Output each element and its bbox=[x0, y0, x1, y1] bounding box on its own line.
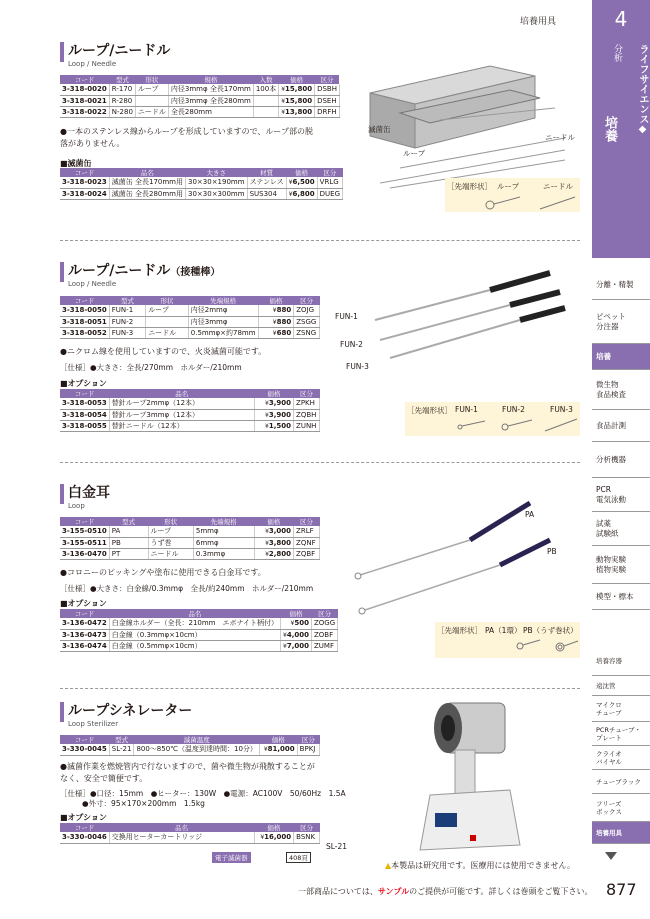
table-cell: ZUNH bbox=[294, 420, 320, 431]
column-header: コード bbox=[60, 296, 109, 305]
section3-title: 白金耳 bbox=[68, 485, 110, 501]
can-label: 滅菌缶 bbox=[368, 125, 391, 134]
table-cell: ¥7,000 bbox=[281, 640, 312, 651]
table-row bbox=[60, 95, 339, 106]
table-cell: FUN-1 bbox=[109, 305, 145, 316]
column-header: 形状 bbox=[146, 296, 189, 305]
table-cell: 3-330-0045 bbox=[60, 744, 109, 755]
divider bbox=[60, 240, 580, 241]
table-cell: ¥2,800 bbox=[254, 548, 294, 559]
fun2-label: FUN-2 bbox=[340, 340, 363, 349]
section2-table bbox=[60, 296, 320, 339]
table-row bbox=[60, 744, 320, 755]
table-row bbox=[60, 84, 339, 95]
table-cell: 3-318-0050 bbox=[60, 305, 109, 316]
table-cell: PT bbox=[109, 548, 148, 559]
tip-fun1-label: FUN-1 bbox=[455, 405, 478, 414]
table-cell: 0.5mmφ×約78mm bbox=[188, 327, 258, 338]
section4-option-head: ■オプション bbox=[60, 813, 107, 822]
section1-can-head: ■滅菌缶 bbox=[60, 159, 92, 168]
table-cell: ¥500 bbox=[281, 618, 312, 629]
section4-table bbox=[60, 735, 320, 756]
column-header: 規格 bbox=[168, 75, 253, 84]
table-row bbox=[60, 409, 320, 420]
column-header: コード bbox=[60, 75, 109, 84]
sidebar-item[interactable]: 食品計測 bbox=[592, 410, 650, 442]
table-cell: R-280 bbox=[109, 95, 135, 106]
table-cell: うず巻 bbox=[148, 537, 193, 548]
table-cell: ZSGG bbox=[294, 316, 320, 327]
column-header: 価格 bbox=[281, 609, 312, 618]
table-cell: 3-136-0473 bbox=[60, 629, 109, 640]
column-header: 型式 bbox=[109, 517, 148, 526]
table-row bbox=[60, 537, 320, 548]
table-row bbox=[60, 398, 320, 409]
section3-spec: ［仕様］●大きさ：白金線/0.3mmφ 全長/約240mm ホルダー/210mm bbox=[60, 584, 314, 593]
table-row bbox=[60, 526, 320, 537]
section2-option-head: ■オプション bbox=[60, 379, 107, 388]
table-cell: 5mmφ bbox=[193, 526, 254, 537]
table-cell: 3-136-0470 bbox=[60, 548, 109, 559]
table-cell: 3-330-0046 bbox=[60, 832, 109, 843]
section1-title: ループ/ニードル bbox=[68, 43, 171, 59]
column-header: 形状 bbox=[148, 517, 193, 526]
sidebar-item[interactable]: チューブラック bbox=[592, 770, 650, 794]
table-cell: 6mmφ bbox=[193, 537, 254, 548]
table-row bbox=[60, 832, 320, 843]
column-header: 区分 bbox=[294, 296, 320, 305]
sidebar-item[interactable]: PCRチューブ・ プレート bbox=[592, 722, 650, 746]
table-cell: FUN-3 bbox=[109, 327, 145, 338]
table-cell: DUEG bbox=[317, 188, 342, 199]
table-cell: DSEH bbox=[315, 95, 340, 106]
column-header: 価格 bbox=[254, 389, 293, 398]
sidebar-item[interactable]: 培養用具 bbox=[592, 822, 650, 844]
table-cell: ¥680 bbox=[258, 327, 294, 338]
table-row bbox=[60, 177, 343, 188]
section3-option-head: ■オプション bbox=[60, 599, 107, 608]
column-header: 先端規格 bbox=[188, 296, 258, 305]
divider bbox=[60, 462, 580, 463]
table-cell: 3-318-0023 bbox=[60, 177, 109, 188]
column-header: コード bbox=[60, 168, 109, 177]
table-cell: ¥1,500 bbox=[254, 420, 293, 431]
table-cell: SUS304 bbox=[247, 188, 286, 199]
section1-table bbox=[60, 75, 340, 118]
table-cell: 3-318-0055 bbox=[60, 420, 109, 431]
related-product-tag[interactable]: 電子滅菌器 bbox=[212, 852, 251, 863]
table-row bbox=[60, 316, 320, 327]
table-cell: ¥6,500 bbox=[286, 177, 317, 188]
table-row bbox=[60, 548, 320, 559]
sidebar-item[interactable]: フリーズ ボックス bbox=[592, 794, 650, 822]
table-cell: ZPKH bbox=[294, 398, 320, 409]
pa-label: PA bbox=[525, 510, 535, 519]
table-cell: 30×30×300mm bbox=[186, 188, 248, 199]
column-header: 滅菌温度 bbox=[134, 735, 260, 744]
sidebar-item[interactable]: 試薬 試験紙 bbox=[592, 512, 650, 546]
table-cell: 白金線ホルダー（全長：210mm エボナイト柄付） bbox=[109, 618, 280, 629]
section4-title: ループシネレーター bbox=[68, 703, 193, 719]
table-cell: 3-318-0052 bbox=[60, 327, 109, 338]
column-header: 材質 bbox=[247, 168, 286, 177]
table-cell: ¥81,000 bbox=[259, 744, 297, 755]
table-row bbox=[60, 629, 338, 640]
table-cell: 3-136-0472 bbox=[60, 618, 109, 629]
related-product-page[interactable]: 408頁 bbox=[286, 852, 311, 863]
column-header: 価格 bbox=[259, 735, 297, 744]
table-cell bbox=[146, 316, 189, 327]
section-marker bbox=[60, 262, 64, 282]
table-cell: 替針ループ2mmφ（12本） bbox=[109, 398, 254, 409]
column-header: 区分 bbox=[294, 823, 320, 832]
tip-loop-label: ループ bbox=[497, 182, 520, 191]
table-cell: ¥3,000 bbox=[254, 526, 294, 537]
sidebar-item[interactable]: ピペット 分注器 bbox=[592, 300, 650, 344]
table-cell: ZQNF bbox=[294, 537, 320, 548]
tip-pb-label: PB（うず巻状） bbox=[523, 626, 578, 635]
column-header: 価格 bbox=[279, 75, 315, 84]
table-cell: 白金線（0.3mmφ×10cm） bbox=[109, 629, 280, 640]
platinum-loop-photo bbox=[350, 495, 580, 620]
table-row bbox=[60, 618, 338, 629]
column-header: 区分 bbox=[294, 389, 320, 398]
column-header: 品名 bbox=[109, 823, 254, 832]
table-row bbox=[60, 188, 343, 199]
section3-table bbox=[60, 517, 320, 560]
tip-head: ［先端形状］ bbox=[407, 406, 452, 415]
table-cell: ステンレス bbox=[247, 177, 286, 188]
section1-can-table bbox=[60, 168, 343, 200]
column-header: コード bbox=[60, 823, 109, 832]
section4-note: ●滅菌作業を燃焼管内で行ないますので、菌や微生物が飛散することがなく、安全で簡便です。 bbox=[60, 762, 315, 783]
table-cell bbox=[135, 95, 168, 106]
table-cell: ZOBF bbox=[312, 629, 338, 640]
table-cell: 3-318-0021 bbox=[60, 95, 109, 106]
tip-fun2-label: FUN-2 bbox=[502, 405, 525, 414]
sidebar-item[interactable]: 動物実験 植物実験 bbox=[592, 546, 650, 584]
caution-note: ▲本製品は研究用です。医療用には使用できません。 bbox=[385, 861, 575, 870]
table-cell: ¥6,800 bbox=[286, 188, 317, 199]
column-header: 型式 bbox=[109, 75, 135, 84]
table-cell: 内径3mmφ bbox=[188, 316, 258, 327]
section2-spec: ［仕様］●大きさ：全長/270mm ホルダー/210mm bbox=[60, 363, 242, 372]
page-number: 877 bbox=[606, 880, 637, 899]
table-cell: PA bbox=[109, 526, 148, 537]
chapter-tab-line1: ライフサイエンス◆ bbox=[637, 44, 648, 135]
column-header: 区分 bbox=[297, 735, 319, 744]
loop-sterilizer-photo bbox=[390, 695, 540, 855]
column-header: コード bbox=[60, 517, 109, 526]
table-cell: 白金線（0.5mmφ×10cm） bbox=[109, 640, 280, 651]
tip-shapes-2 bbox=[450, 415, 580, 435]
column-header: 価格 bbox=[254, 517, 294, 526]
section2-subtitle: Loop / Needle bbox=[68, 280, 117, 288]
section3-note: ●コロニーのピッキングや塗布に使用できる白金耳です。 bbox=[60, 568, 266, 577]
sidebar-item[interactable]: マイクロ チューブ bbox=[592, 696, 650, 722]
table-cell: ZSNG bbox=[294, 327, 320, 338]
table-cell: 替針ニードル（12本） bbox=[109, 420, 254, 431]
column-header: 品名 bbox=[109, 609, 280, 618]
section4-option-table bbox=[60, 823, 320, 844]
pb-label: PB bbox=[547, 547, 557, 556]
tip-shapes-1 bbox=[480, 195, 580, 213]
sidebar-item[interactable]: クライオ バイヤル bbox=[592, 746, 650, 770]
table-cell: 3-318-0020 bbox=[60, 84, 109, 95]
sidebar-item[interactable]: 模型・標本 bbox=[592, 584, 650, 610]
scroll-down-icon[interactable] bbox=[605, 852, 617, 860]
table-cell: ループ bbox=[146, 305, 189, 316]
table-row bbox=[60, 420, 320, 431]
section4-spec1: ［仕様］●口径：15mm ●ヒーター：130W ●電源：AC100V 50/60Hz 1.5A bbox=[60, 789, 346, 798]
table-cell: ZOGG bbox=[312, 618, 338, 629]
table-cell: ニードル bbox=[135, 106, 168, 117]
table-cell: ¥16,000 bbox=[254, 832, 294, 843]
sidebar-item[interactable]: 培養容器 bbox=[592, 646, 650, 676]
section3-option-table bbox=[60, 609, 338, 652]
column-header: 価格 bbox=[286, 168, 317, 177]
table-cell: ループ bbox=[135, 84, 168, 95]
table-cell: ¥3,900 bbox=[254, 398, 293, 409]
column-header: 品名 bbox=[109, 168, 185, 177]
column-header: コード bbox=[60, 609, 109, 618]
table-cell: ZQBF bbox=[294, 548, 320, 559]
column-header: 価格 bbox=[258, 296, 294, 305]
table-cell: DSBH bbox=[315, 84, 340, 95]
sidebar-item[interactable]: 分離・精製 bbox=[592, 270, 650, 300]
tip-pa-label: PA（1環） bbox=[485, 626, 522, 635]
column-header: 区分 bbox=[294, 517, 320, 526]
table-cell: 3-155-0511 bbox=[60, 537, 109, 548]
table-cell: ニードル bbox=[146, 327, 189, 338]
table-cell: FUN-2 bbox=[109, 316, 145, 327]
table-cell: 3-155-0510 bbox=[60, 526, 109, 537]
table-cell: 滅菌缶 全長170mm用 bbox=[109, 177, 185, 188]
column-header: コード bbox=[60, 389, 109, 398]
table-cell: ¥880 bbox=[258, 305, 294, 316]
table-cell: ¥3,800 bbox=[254, 537, 294, 548]
loop-label: ループ bbox=[403, 149, 426, 158]
table-cell: ZUMF bbox=[312, 640, 338, 651]
column-header: 価格 bbox=[254, 823, 294, 832]
section-marker bbox=[60, 42, 64, 62]
divider bbox=[60, 688, 580, 689]
column-header: 区分 bbox=[312, 609, 338, 618]
table-cell: 滅菌缶 全長280mm用 bbox=[109, 188, 185, 199]
section1-note: ●一本のステンレス線からループを形成していますので、ループ部の脱落がありません。 bbox=[60, 127, 314, 148]
table-cell: 0.3mmφ bbox=[193, 548, 254, 559]
table-cell: ニードル bbox=[148, 548, 193, 559]
table-cell: ¥4,000 bbox=[281, 629, 312, 640]
section-marker bbox=[60, 702, 64, 722]
table-cell: ¥13,800 bbox=[279, 106, 315, 117]
table-cell: 3-318-0054 bbox=[60, 409, 109, 420]
table-cell: BSNK bbox=[294, 832, 320, 843]
section-marker bbox=[60, 484, 64, 504]
table-cell: ZOJG bbox=[294, 305, 320, 316]
column-header: 区分 bbox=[315, 75, 340, 84]
sterilizer-label: SL-21 bbox=[326, 842, 348, 851]
column-header: 形状 bbox=[135, 75, 168, 84]
tip-head: ［先端形状］ bbox=[437, 626, 482, 635]
chapter-tab[interactable] bbox=[592, 38, 650, 258]
table-cell: ¥3,900 bbox=[254, 409, 293, 420]
table-cell: 内径3mmφ 全長280mm bbox=[168, 95, 253, 106]
column-header: 大きさ bbox=[186, 168, 248, 177]
table-cell: PB bbox=[109, 537, 148, 548]
table-cell: ループ bbox=[148, 526, 193, 537]
table-cell: SL-21 bbox=[109, 744, 134, 755]
section3-subtitle: Loop bbox=[68, 502, 85, 510]
tip-needle-label: ニードル bbox=[543, 182, 573, 191]
fun1-label: FUN-1 bbox=[335, 312, 358, 321]
section4-subtitle: Loop Sterilizer bbox=[68, 720, 119, 728]
column-header: 入数 bbox=[253, 75, 278, 84]
table-row bbox=[60, 106, 339, 117]
sidebar-item[interactable]: 微生物 食品検査 bbox=[592, 370, 650, 410]
table-cell: 替針ループ3mmφ（12本） bbox=[109, 409, 254, 420]
sidebar-item[interactable]: PCR 電気泳動 bbox=[592, 478, 650, 512]
table-cell bbox=[253, 95, 278, 106]
table-cell: 3-136-0474 bbox=[60, 640, 109, 651]
table-cell bbox=[253, 106, 278, 117]
table-cell: 30×30×190mm bbox=[186, 177, 248, 188]
column-header: コード bbox=[60, 735, 109, 744]
table-cell: 100本 bbox=[253, 84, 278, 95]
warning-icon: ▲ bbox=[385, 861, 392, 870]
column-header: 先端規格 bbox=[193, 517, 254, 526]
chapter-tab-line2: 分析 bbox=[612, 44, 622, 62]
fun-photo bbox=[350, 260, 580, 370]
section2-title: ループ/ニードル（接種棒） bbox=[68, 263, 221, 279]
chapter-number: 4 bbox=[592, 0, 650, 38]
table-cell: 3-318-0022 bbox=[60, 106, 109, 117]
table-cell: 内径2mmφ bbox=[188, 305, 258, 316]
table-cell: ¥880 bbox=[258, 316, 294, 327]
table-cell: 3-318-0024 bbox=[60, 188, 109, 199]
table-row bbox=[60, 305, 320, 316]
table-cell: 3-318-0053 bbox=[60, 398, 109, 409]
table-cell: ¥15,800 bbox=[279, 84, 315, 95]
tip-fun3-label: FUN-3 bbox=[550, 405, 573, 414]
sidebar-item[interactable]: 分析機器 bbox=[592, 442, 650, 478]
column-header: 品名 bbox=[109, 389, 254, 398]
sidebar-item[interactable]: 遠沈管 bbox=[592, 676, 650, 696]
column-header: 区分 bbox=[317, 168, 342, 177]
table-cell: 全長280mm bbox=[168, 106, 253, 117]
table-row bbox=[60, 327, 320, 338]
table-cell: ZQBH bbox=[294, 409, 320, 420]
section2-note: ●ニクロム線を使用していますので、火炎滅菌可能です。 bbox=[60, 347, 267, 356]
table-cell: R-170 bbox=[109, 84, 135, 95]
table-cell: VRLG bbox=[317, 177, 342, 188]
column-header: 型式 bbox=[109, 296, 145, 305]
column-header: 型式 bbox=[109, 735, 134, 744]
table-cell: 内径3mmφ 全長170mm bbox=[168, 84, 253, 95]
section4-spec2: ●外寸：95×170×200mm 1.5kg bbox=[82, 799, 205, 808]
table-cell: DRFH bbox=[315, 106, 340, 117]
table-cell: N-280 bbox=[109, 106, 135, 117]
table-cell: ZRLF bbox=[294, 526, 320, 537]
section2-option-table bbox=[60, 389, 320, 432]
chapter-tab-main: 培養 bbox=[602, 116, 617, 142]
section1-subtitle: Loop / Needle bbox=[68, 60, 117, 68]
fun3-label: FUN-3 bbox=[346, 362, 369, 371]
table-cell: 交換用ヒーターカートリッジ bbox=[109, 832, 254, 843]
tip-head: ［先端形状］ bbox=[447, 182, 492, 191]
table-row bbox=[60, 640, 338, 651]
table-cell: BPKJ bbox=[297, 744, 319, 755]
table-cell: ¥15,800 bbox=[279, 95, 315, 106]
breadcrumb: 培養用具 bbox=[520, 17, 557, 27]
sidebar-item[interactable]: 培養 bbox=[592, 344, 650, 370]
tip-shapes-3 bbox=[480, 636, 580, 656]
needle-label: ニードル bbox=[545, 133, 575, 142]
footer-note: 一部商品については、サンプルのご提供が可能です。詳しくは巻頭をご覧下さい。 bbox=[298, 887, 593, 896]
table-cell: 800～850℃（温度到達時間：10分） bbox=[134, 744, 260, 755]
table-cell: 3-318-0051 bbox=[60, 316, 109, 327]
